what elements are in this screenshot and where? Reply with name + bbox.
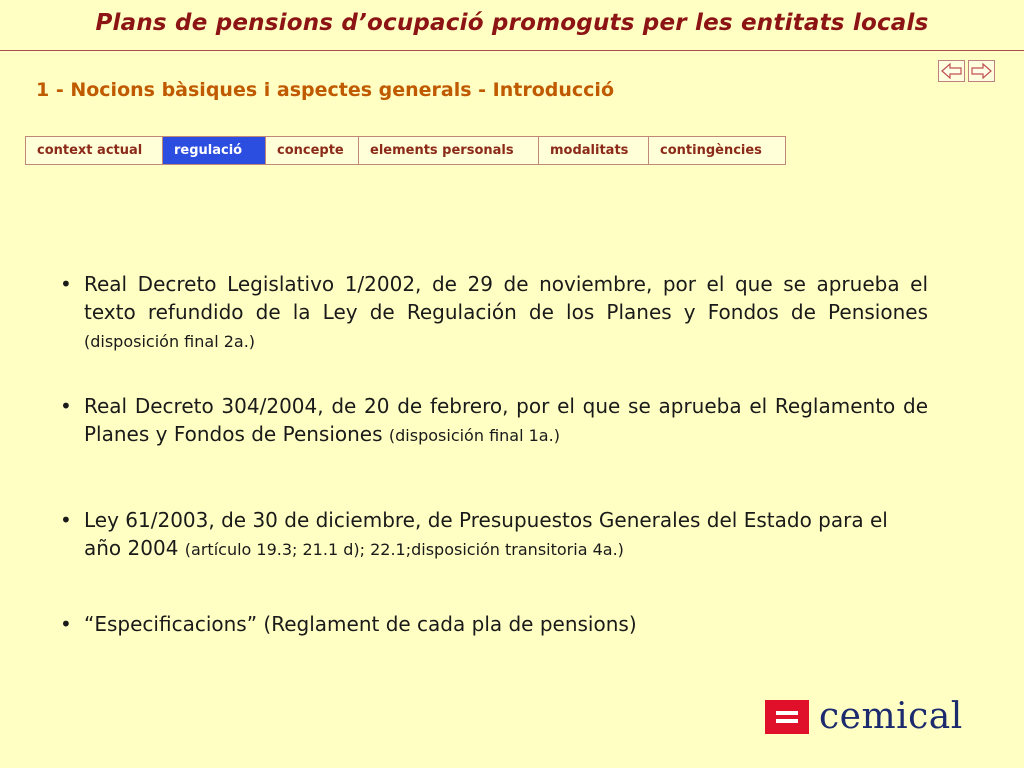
cemical-logo	[765, 696, 963, 737]
arrow-left-icon	[941, 63, 962, 79]
item-note: (disposición final 1a.)	[388, 426, 560, 445]
bullet: •	[60, 612, 72, 636]
bullet: •	[60, 272, 72, 296]
section-subtitle: 1 - Nocions bàsiques i aspectes generals - Introducció	[36, 79, 614, 101]
item-main-text: “Especificacions” (Reglament de cada pla de pensions)	[84, 612, 637, 636]
logo-text: cemical	[819, 696, 963, 737]
page-title: Plans de pensions d’ocupació promoguts per les entitats locals	[95, 10, 929, 36]
list-item	[60, 270, 928, 356]
list-item-text	[84, 506, 928, 564]
list-item	[60, 506, 928, 564]
tab-regulacio[interactable]: regulació	[163, 137, 266, 164]
section-tabs	[25, 136, 786, 165]
previous-slide-button[interactable]	[938, 60, 965, 82]
equals-logo-icon	[765, 700, 809, 734]
tab-contingencies[interactable]: contingències	[660, 143, 762, 158]
title-divider	[0, 50, 1024, 51]
arrow-right-icon	[971, 63, 992, 79]
tab-elements-personals[interactable]: elements personals	[359, 137, 539, 164]
regulation-list	[60, 270, 928, 638]
bullet: •	[60, 508, 72, 532]
list-item-text	[84, 270, 928, 356]
tab-concepte[interactable]: concepte	[266, 137, 359, 164]
list-item	[60, 392, 928, 450]
item-main-text: Ley 61/2003, de 30 de diciembre, de Presupuestos Generales del Estado para el año 2004	[84, 508, 888, 560]
item-main-text: Real Decreto Legislativo 1/2002, de 29 de noviembre, por el que se aprueba el texto refundido de la Ley de Regulación de los Planes y Fondos de Pensiones	[84, 272, 928, 324]
item-note: (artículo 19.3; 21.1 d); 22.1;disposición transitoria 4a.)	[184, 540, 624, 559]
next-slide-button[interactable]	[968, 60, 995, 82]
slide-navigation	[938, 60, 995, 82]
list-item-text	[84, 610, 928, 638]
list-item	[60, 610, 928, 638]
tab-modalitats[interactable]: modalitats	[539, 137, 649, 164]
item-main-text: Real Decreto 304/2004, de 20 de febrero, por el que se aprueba el Reglamento de Planes y Fondos de Pensiones	[84, 394, 928, 446]
item-note: (disposición final 2a.)	[84, 332, 256, 351]
tab-context-actual[interactable]: context actual	[26, 137, 163, 164]
list-item-text	[84, 392, 928, 450]
bullet: •	[60, 394, 72, 418]
